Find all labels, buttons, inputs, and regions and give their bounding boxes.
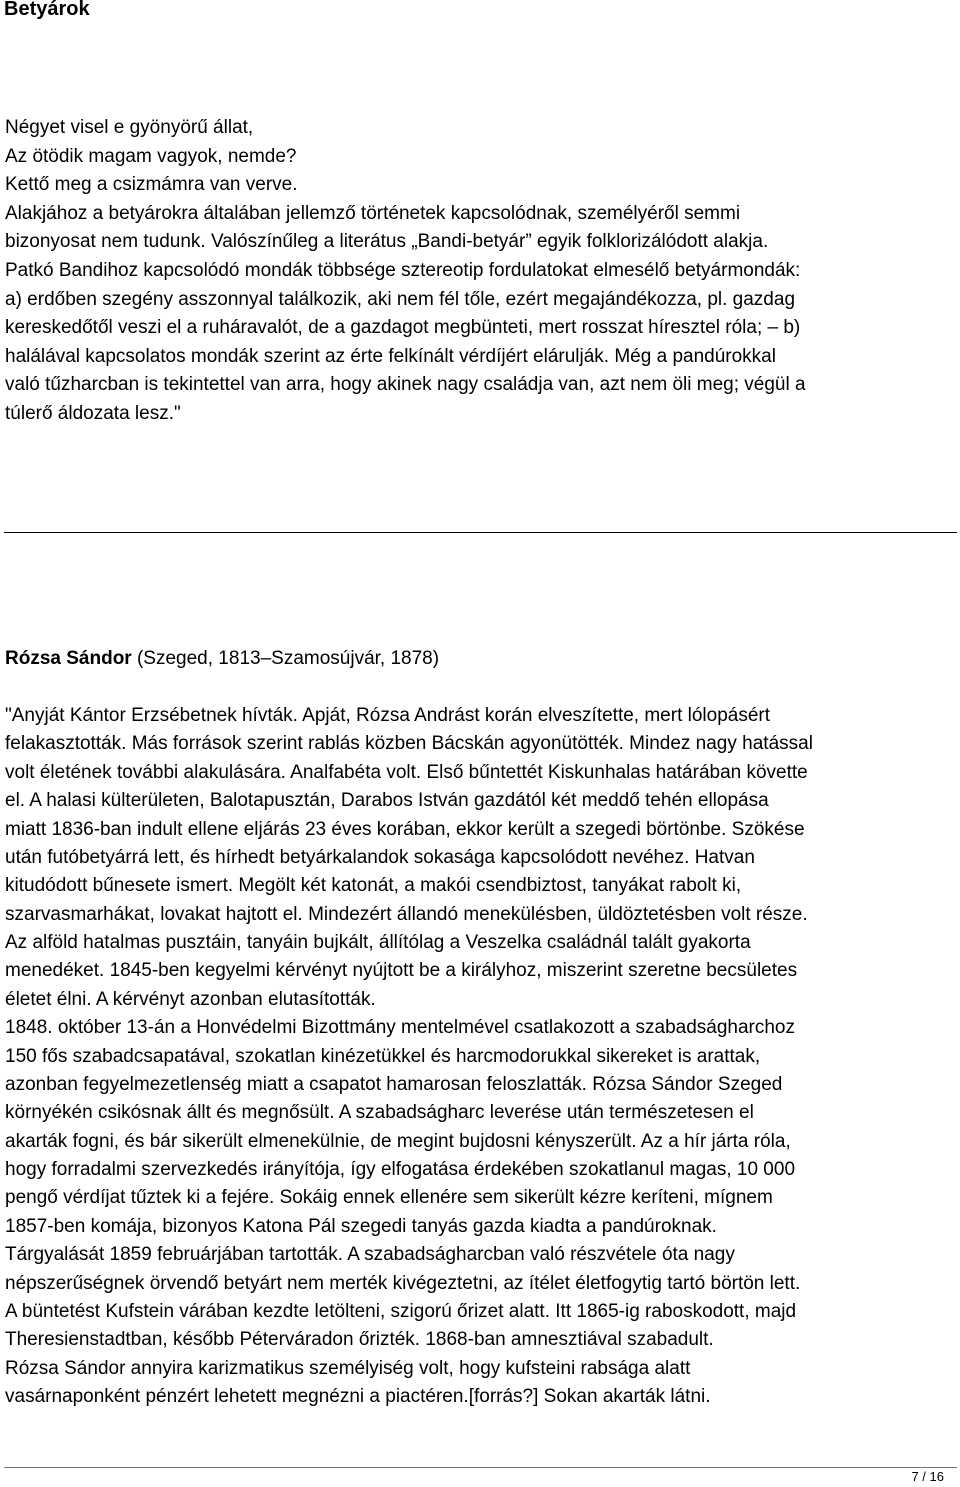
text-line: 150 fős szabadcsapatával, szokatlan kinézetükkel és harcmodorukkal sikereket is arattak, (5, 1045, 761, 1067)
text-line: a) erdőben szegény asszonnyal találkozik, aki nem fél tőle, ezért megajándékozza, pl. gazdag (5, 288, 796, 310)
text-line: bizonyosat nem tudunk. Valószínűleg a literátus „Bandi-betyár” egyik folklorizálódott alakja. (5, 231, 769, 253)
section-heading-subtitle: (Szeged, 1813–Szamosújvár, 1878) (136, 648, 440, 669)
text-line: Alakjához a betyárokra általában jellemző történetek kapcsolódnak, személyéről semmi (5, 202, 741, 224)
text-line: el. A halasi külterületen, Balotapusztán, Darabos István gazdától két meddő tehén ellopása (5, 790, 769, 812)
text-line: halálával kapcsolatos mondák szerint az érte felkínált vérdíjért elárulják. Még a pandúrokkal (5, 345, 776, 367)
text-line: Az alföld hatalmas pusztáin, tanyáin bujkált, állítólag a Veszelka családnál talált gyakorta (5, 932, 751, 953)
text-line: túlerő áldozata lesz." (5, 402, 181, 424)
text-line: hogy forradalmi szervezkedés irányítója, így elfogatása érdekében szokatlanul magas, 10 000 (5, 1159, 796, 1180)
text-line: "Anyját Kántor Erzsébetnek hívták. Apját, Rózsa Andrást korán elveszítette, mert lólopásért (5, 705, 771, 726)
text-line: volt életének további alakulására. Analfabéta volt. Első bűntettét Kiskunhalas határában követte (5, 761, 808, 783)
footer-divider (4, 1467, 957, 1468)
poem-and-commentary-text (5, 114, 957, 429)
text-line: menedéket. 1845-ben kegyelmi kérvényt nyújtott be a királyhoz, miszerint szeretne becsületes (5, 960, 798, 982)
text-line: A büntetést Kufstein várában kezdte letölteni, szigorú őrizet alatt. Itt 1865-ig raboskodott, majd (5, 1300, 797, 1322)
page-number: 7 / 16 (911, 1469, 944, 1484)
biography-text (5, 702, 957, 1411)
text-line: 1857-ben komája, bizonyos Katona Pál szegedi tanyás gazda kiadta a pandúroknak. (5, 1215, 717, 1237)
text-line: azonban fegyelmezetlenség miatt a csapatot hamarosan feloszlatták. Rózsa Sándor Szeged (5, 1073, 783, 1095)
text-line: akarták fogni, és bár sikerült elmenekülnie, de megint bujdosni kényszerült. Az a hír járta róla, (5, 1130, 791, 1152)
section-heading (5, 645, 439, 674)
text-line: vasárnaponként pénzért lehetett megnézni a piactéren.[forrás?] Sokan akarták látni. (5, 1386, 711, 1407)
text-line: életet élni. A kérvényt azonban elutasították. (5, 988, 376, 1010)
text-line: népszerűségnek örvendő betyárt nem merték kivégeztetni, az ítélet életfogytig tartó börtön lett. (5, 1272, 801, 1294)
text-line: Az ötödik magam vagyok, nemde? (5, 145, 297, 167)
text-line: környékén csikósnak állt és megnősült. A szabadságharc leverése után természetesen el (5, 1102, 754, 1124)
text-line: Kettő meg a csizmámra van verve. (5, 174, 298, 196)
text-line: szarvasmarhákat, lovakat hajtott el. Mindezért állandó menekülésben, üldöztetésben volt része. (5, 903, 808, 925)
text-line: kitudódott bűnesete ismert. Megölt két katonát, a makói csendbiztost, tanyákat rabolt ki, (5, 875, 742, 897)
text-line: való tűzharcban is tekintettel van arra, hogy akinek nagy családja van, azt nem öli meg; végül a (5, 374, 806, 396)
text-line: Négyet visel e gyönyörű állat, (5, 117, 254, 138)
text-line: 1848. október 13-án a Honvédelmi Bizottmány mentelmével csatlakozott a szabadságharchoz (5, 1017, 795, 1039)
text-line: Theresienstadtban, később Péterváradon őrizték. 1868-ban amnesztiával szabadult. (5, 1329, 714, 1351)
section-divider (4, 532, 957, 533)
text-line: felakasztották. Más források szerint rablás közben Bácskán agyonütötték. Mindez nagy hatással (5, 733, 813, 755)
text-line: Rózsa Sándor annyira karizmatikus személyiség volt, hogy kufsteini rabsága alatt (5, 1357, 691, 1379)
document-title: Betyárok (4, 0, 90, 20)
section-heading-name: Rózsa Sándor (5, 648, 132, 669)
text-line: Tárgyalását 1859 februárjában tartották. A szabadságharcban való részvétele óta nagy (5, 1244, 735, 1266)
text-line: miatt 1836-ban indult ellene eljárás 23 éves korában, ekkor került a szegedi börtönbe. Szökése (5, 818, 805, 840)
text-line: után futóbetyárrá lett, és hírhedt betyárkalandok sokasága kapcsolódott nevéhez. Hatvan (5, 846, 755, 868)
text-line: pengő vérdíjat tűztek ki a fejére. Sokáig ennek ellenére sem sikerült kézre keríteni, mígnem (5, 1187, 773, 1209)
text-line: kereskedőtől veszi el a ruháravalót, de a gazdagot megbünteti, mert rosszat híresztel róla; – b) (5, 317, 801, 339)
text-line: Patkó Bandihoz kapcsolódó mondák többsége sztereotip fordulatokat elmesélő betyármondák: (5, 259, 801, 281)
